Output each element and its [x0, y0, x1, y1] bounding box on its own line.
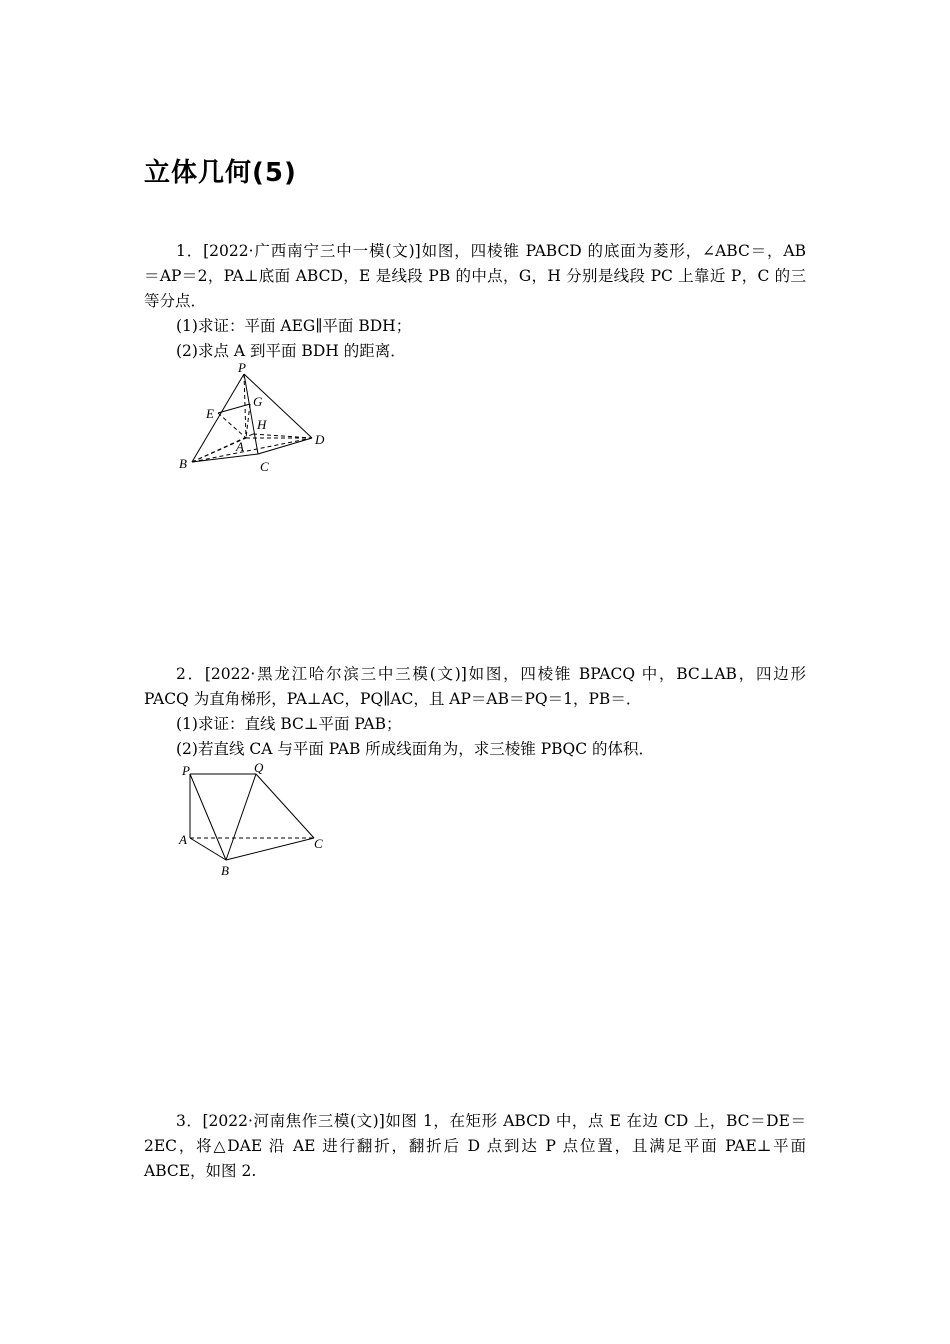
edge-qb	[226, 774, 256, 860]
segment-ga	[246, 404, 250, 438]
problem-1-question-1: (1)求证：平面 AEG∥平面 BDH；	[176, 317, 412, 335]
label-c: C	[314, 836, 323, 851]
problem-3-line-2: 2EC，将△DAE 沿 AE 进行翻折，翻折后 D 点到达 P 点位置，且满足平面 PAE⊥平面	[144, 1137, 807, 1155]
problem-2-line-2: PACQ 为直角梯形，PA⊥AC，PQ∥AC，且 AP＝AB＝PQ＝1，PB＝．	[144, 690, 642, 708]
label-a: A	[236, 439, 244, 454]
label-e: E	[206, 406, 214, 421]
problem-1-figure-pyramid	[170, 358, 340, 478]
label-q: Q	[254, 760, 264, 775]
segment-ea	[218, 413, 246, 438]
label-b: B	[179, 456, 187, 471]
segment-hd	[253, 434, 312, 438]
label-h: H	[257, 417, 267, 432]
label-c: C	[260, 459, 269, 474]
problem-2-question-1: (1)求证：直线 BC⊥平面 PAB；	[176, 715, 402, 733]
problem-2-line-1: 2．[2022·黑龙江哈尔滨三中三模(文)]如图，四棱锥 BPACQ 中，BC⊥AB，四边形	[176, 665, 806, 683]
edge-pb	[190, 774, 226, 860]
edge-bc	[226, 838, 314, 860]
edge-pc	[244, 374, 258, 454]
diagonal-bd	[192, 438, 312, 462]
problem-1-line-1: 1．[2022·广西南宁三中一模(文)]如图，四棱锥 PABCD 的底面为菱形，∠ABC＝，AB	[176, 242, 806, 260]
problem-2-figure-pyramid	[170, 758, 340, 883]
problem-1-line-3: 等分点．	[144, 292, 207, 310]
problem-3-line-3: ABCE，如图 2.	[144, 1162, 257, 1180]
problem-1-line-2: ＝AP＝2，PA⊥底面 ABCD，E 是线段 PB 的中点，G，H 分别是线段 PC 上靠近 P，C 的三	[144, 267, 806, 285]
label-p: P	[182, 763, 190, 778]
label-b: B	[221, 863, 229, 878]
problem-2-question-2: (2)若直线 CA 与平面 PAB 所成线面角为，求三棱锥 PBQC 的体积．	[176, 740, 655, 758]
label-d: D	[315, 432, 325, 447]
edge-qc	[256, 774, 314, 838]
label-a: A	[179, 832, 187, 847]
label-p: P	[238, 360, 246, 375]
page-title: 立体几何(5)	[144, 158, 297, 188]
edge-cd	[258, 438, 312, 454]
label-g: G	[253, 394, 263, 409]
problem-1-question-2: (2)求点 A 到平面 BDH 的距离．	[176, 342, 406, 360]
problem-3-line-1: 3．[2022·河南焦作三模(文)]如图 1，在矩形 ABCD 中，点 E 在边 CD 上，BC＝DE＝	[176, 1112, 806, 1130]
edge-ab	[190, 838, 226, 860]
